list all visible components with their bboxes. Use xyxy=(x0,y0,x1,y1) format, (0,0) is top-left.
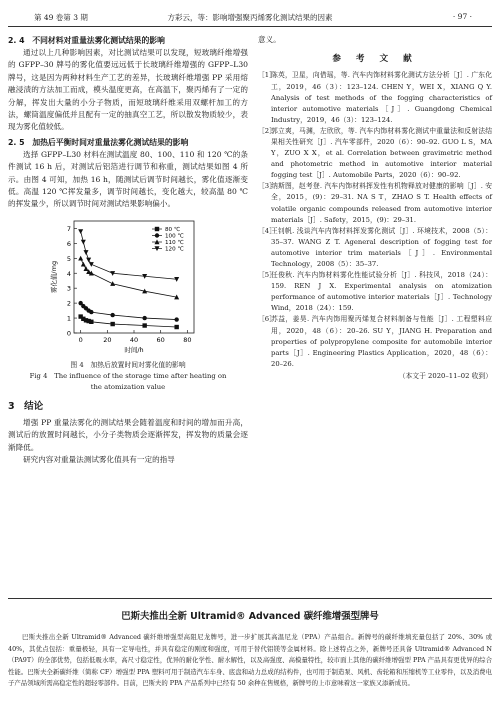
y-axis-label: 雾化值/mg xyxy=(50,260,58,293)
conclusion-paragraph-1: 增强 PP 重量法雾化的测试结果会随着温度和时间的增加而升高，测试后的放置时间越长，小分子类物质会逐渐挥发，挥发物的质量会逐渐降低。 xyxy=(8,417,248,452)
reference-item xyxy=(258,314,492,369)
data-point xyxy=(174,325,178,329)
running-title: 方彩云，等：影响增强聚丙烯雾化测试结果的因素 xyxy=(167,13,333,22)
reference-number: ［3］ xyxy=(258,182,276,191)
reference-item xyxy=(258,270,492,314)
reference-text: 陈英，卫星，向借瑶，等. 汽车内饰材料雾化测试方法分析［J］. 广东化工，2019，46（3）：123–124. CHEN Y，WEI X，XIANG Q Y. Analysis of test methods of the fogging characteristics of interior automotive materials［J］. Guangdong Chemical Industry，2019，46（3）：123–124. xyxy=(271,71,492,124)
data-point xyxy=(110,313,114,317)
data-point xyxy=(142,316,146,320)
line-chart xyxy=(8,215,248,360)
data-point xyxy=(89,262,94,267)
data-point xyxy=(78,229,83,234)
x-tick-label: 80 xyxy=(183,335,192,344)
data-point xyxy=(81,240,86,245)
data-point xyxy=(110,322,114,326)
reference-number: ［4］ xyxy=(258,226,276,235)
running-header xyxy=(8,8,492,27)
data-point xyxy=(155,233,159,237)
right-column xyxy=(258,34,492,382)
left-column xyxy=(8,34,248,467)
figure-4-caption-en-2: the atomization value xyxy=(90,382,166,391)
data-point xyxy=(174,317,178,321)
continuation-text: 意义。 xyxy=(258,35,281,44)
section-2-5-paragraph: 选择 GFPP–L30 材料在测试温度 80、100、110 和 120 ℃的条件测试 16 h 后，对测试后铝箔进行调节和称重，测试结果如图 4 所示。由图 4 可知，加热 16 h，随测试后调节时间越长，雾化值逐渐变低。高温 120 ℃挥发量多，调节时间越长，变化越大，较高温 80 ℃的挥发量少，所以调节时间对测试结果影响偏小。 xyxy=(8,149,248,209)
x-axis-label: 时间/h xyxy=(124,345,144,354)
reference-item xyxy=(258,126,492,181)
figure-4-caption-en-1: Fig 4 The influence of the storage time after heating on xyxy=(29,371,227,380)
series-line xyxy=(81,303,177,319)
reference-text: 苏益，姜昊. 汽车内饰用聚丙烯复合材料制备与性能［J］. 工程塑料应用，2020，48（6）：20–26. SU Y，JIANG H. Preparation and properties of polypropylene composite for automobile interior parts［J］. Engineering Plastics Application，2020，48（6）：20–26. xyxy=(271,315,492,368)
y-tick-label: 5 xyxy=(66,254,71,263)
reference-text: 王钊帆. 浅谈汽车内饰材料挥发雾化测试［J］. 环境技术，2008（5）：35–37. WANG Z T. Ageneral description of fogging test for automotive interior trim materials［J］. Environmental Technology，2008（5）：35–37. xyxy=(271,226,492,268)
y-tick-label: 3 xyxy=(66,284,71,293)
figure-4-caption-cn: 图 4 加热后放置时间对雾化值的影响 xyxy=(70,360,186,369)
x-tick-label: 60 xyxy=(156,335,165,344)
references-heading: 参 考 文 献 xyxy=(332,54,418,65)
legend-label: 110 ℃ xyxy=(165,240,184,247)
data-point xyxy=(81,262,86,267)
y-tick-label: 0 xyxy=(66,329,71,338)
y-tick-label: 6 xyxy=(66,239,71,248)
reference-number: ［2］ xyxy=(258,126,276,135)
reference-item xyxy=(258,226,492,270)
page-number: · 97 · xyxy=(452,12,472,21)
data-point xyxy=(110,281,115,286)
data-point xyxy=(142,323,146,327)
data-point xyxy=(89,310,93,314)
reference-list xyxy=(258,70,492,370)
legend-label: 100 ℃ xyxy=(165,233,184,240)
y-tick-label: 2 xyxy=(66,299,71,308)
data-point xyxy=(86,258,91,263)
data-point xyxy=(84,250,89,255)
y-tick-label: 4 xyxy=(66,269,71,278)
legend-label: 120 ℃ xyxy=(165,246,184,253)
x-tick-label: 0 xyxy=(78,335,83,344)
x-tick-label: 20 xyxy=(103,335,112,344)
reference-text: 纳斯图，赵考登. 汽车内饰材料挥发性有机物释放对健康的影响［J］. 安全，2015，(9)：29–31. NA S T，ZHAO S T. Health effects of volatile organic compounds released from automotive interior materials［J］. Safety，2015，(9)：29–31. xyxy=(271,182,492,224)
legend-label: 80 ℃ xyxy=(165,227,181,234)
advert-divider xyxy=(8,598,492,599)
advert-title: 巴斯夫推出全新 Ultramid® Advanced 碳纤维增强型牌号 xyxy=(121,611,379,622)
x-tick-label: 40 xyxy=(129,335,139,344)
advert-body: 巴斯夫推出全新 Ultramid® Advanced 碳纤维增强型高阻尼龙牌号，进一步扩展其高温尼龙（PPA）产品组合。新牌号的碳纤维填充量包括了 20%、30% 或 40%，其优点包括：重量极轻，具有一定导电性，并具有稳定的刚度和强度，可用于替代铝镁等金属材料。除上述特点之外，新牌号还具备 Ultramid® Advanced N（PA9T）的全部优势，包括低吸水率，高尺寸稳定性，优异的耐化学性、耐水解性，以及高强度、高模量特性，较市面上其他的碳纤维增强型 PPA 产品具有更优异的综合性能。巴斯夫全新碳纤维（简称 CF）增强型 PPA 塑料可用于制造汽车车身、底盘和动力总成的结构件，也可用于制造泵、风机、齿轮箱和压缩机等工业零件，以及消费电子产品领域所需高稳定性的超轻零部件。目前，巴斯夫的 PPA 产品系列中已经有 50 余种在售规格，新牌号的上市意味着这一家族又添新成员。 xyxy=(8,633,492,688)
section-2-4-heading: 2. 4 不同材料对重量法雾化测试结果的影响 xyxy=(8,36,165,45)
reference-number: ［1］ xyxy=(258,71,276,80)
reference-number: ［5］ xyxy=(258,271,276,280)
received-date: （本文于 2020–11–02 收到） xyxy=(398,371,492,380)
reference-text: 郭立爽，马渊，左欣欣，等. 汽车内饰材料雾化测试中重量法和反射法结果相关性研究［J］. 汽车零部件，2020（6）：90–92. GUO L S，MA Y，ZUO X X，et al. Correlation between gravimetric method and photometric method in automotive interior material fogging test［J］. Automobile Parts，2020（6）：90–92. xyxy=(271,126,492,180)
reference-text: 任俊秋. 汽车内饰材料雾化性能试验分析［J］. 科技风，2018（24）：159. REN J X. Experimental analysis on atomization performance of automotive interior materials［J］. Technology Wind，2018（24）：159. xyxy=(271,271,492,313)
figure-4-chart xyxy=(8,215,248,360)
reference-number: ［6］ xyxy=(258,315,276,324)
data-point xyxy=(155,227,159,231)
data-point xyxy=(84,266,89,271)
data-point xyxy=(89,319,93,323)
section-2-5-heading: 2. 5 加热后平衡时间对重量法雾化测试结果的影响 xyxy=(8,137,189,147)
y-tick-label: 1 xyxy=(66,314,71,323)
series-line xyxy=(81,316,177,326)
y-tick-label: 7 xyxy=(66,224,71,233)
issue-number: 第 49 卷第 3 期 xyxy=(34,13,88,22)
section-3-heading: 3 结论 xyxy=(8,400,44,412)
reference-item xyxy=(258,70,492,125)
reference-item xyxy=(258,181,492,225)
series-line xyxy=(81,231,177,279)
data-point xyxy=(78,256,83,261)
section-2-4-paragraph: 通过以上几种影响因素，对比测试结果可以发现，短玻璃纤维增强的 GFPP–30 牌号的雾化值要远远低于长玻璃纤维增强的 GFPP–L30 牌号，这是因为两种材料生产工艺的差异，长玻璃纤维增强 PP 采用熔融浸渍的方法加工而成，模头温度更高，在高温下，聚丙烯有了一定的分解，挥发出大量的小分子物质，而短玻璃纤维采用双螺杆加工的方法，螺筒温度偏低并且配有一定的抽真空工艺，所以散发物质较少，表现为雾化值较低。 xyxy=(8,48,248,132)
conclusion-paragraph-2: 研究内容对重量法测试雾化值具有一定的指导 xyxy=(23,455,175,465)
